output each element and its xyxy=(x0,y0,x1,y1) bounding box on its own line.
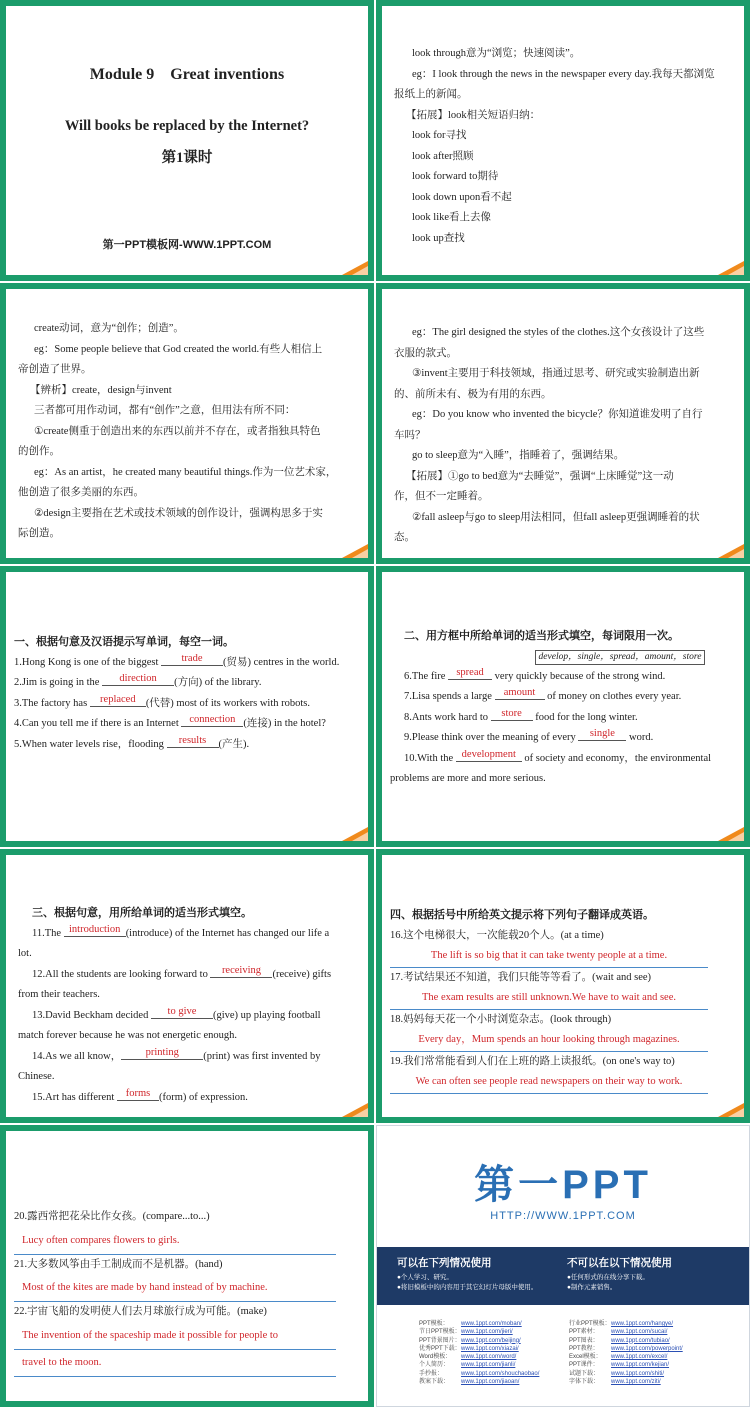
exercise-heading: 三、根据句意，用所给单词的适当形式填空。 xyxy=(32,907,252,919)
text-line: 作，但不一定睡着。 xyxy=(394,491,489,502)
site-label: 第一PPT模板网-WWW.1PPT.COM xyxy=(102,239,272,251)
answer-line: The exam results are still unknown.We have to wait and see. xyxy=(390,988,708,1010)
answer-blank: introduction xyxy=(64,923,126,937)
usage-panel xyxy=(377,1247,749,1305)
answer-blank: spread xyxy=(448,666,492,680)
text-line: look after照顾 xyxy=(412,150,474,162)
exercise-item: 3.The factory has replaced (代替) most of its workers with robots. xyxy=(14,693,311,709)
exercise-item-tail: from their teachers. xyxy=(18,989,100,1000)
exercise-item: 13.David Beckham decided to give (give) up playing football xyxy=(32,1005,321,1021)
answer-blank: store xyxy=(491,707,533,721)
link-row: PPT课件： www.1ppt.com/kejian/ xyxy=(569,1362,670,1369)
question: 19.我们常常能看到人们在上班的路上读报纸。(on one's way to) xyxy=(390,1055,675,1067)
link[interactable]: www.1ppt.com/word/ xyxy=(461,1354,517,1361)
exercise-item: 4.Can you tell me if there is an Internet connection (连接) in the hotel? xyxy=(14,714,326,729)
answer-blank: results xyxy=(167,734,219,748)
exercise-2 xyxy=(390,626,740,790)
exercise-4 xyxy=(390,905,740,1094)
exercise-item: 14.As we all know， printing (print) was first invented by xyxy=(32,1046,321,1062)
answer-line: The invention of the spaceship made it possible for people to xyxy=(14,1323,336,1350)
exercise-item-tail: Chinese. xyxy=(18,1071,55,1082)
link-row: 行业PPT模板：www.1ppt.com/hangye/ xyxy=(569,1321,674,1327)
text-line: 【辨析】create，design与invent xyxy=(30,384,172,396)
text-line: 报纸上的新闻。 xyxy=(394,89,468,100)
text-line: 他创造了很多美丽的东西。 xyxy=(18,487,144,498)
answer-blank: direction xyxy=(102,672,174,686)
link-row: 个人简历： www.1ppt.com/jianli/ xyxy=(419,1362,516,1369)
exercise-1 xyxy=(14,632,364,755)
text-line: eg：As an artist，he created many beautiful things.作为一位艺术家， xyxy=(34,466,337,478)
slide-8 xyxy=(376,849,750,1123)
text-line: eg：Some people believe that God created the world.有些人相信上 xyxy=(34,343,323,355)
corner-decoration-icon xyxy=(718,544,744,558)
link[interactable]: www.1ppt.com/jieri/ xyxy=(461,1329,513,1336)
exercise-item: 9.Please think over the meaning of every single word. xyxy=(404,728,654,743)
text-line: ②fall asleep与go to sleep用法相同，但fall asleep更强调睡着的状 xyxy=(412,511,700,523)
corner-decoration-icon xyxy=(718,261,744,275)
link[interactable]: www.1ppt.com/xiazai/ xyxy=(461,1345,519,1352)
lesson-number: 第1课时 xyxy=(161,150,213,166)
slide-1 xyxy=(0,0,374,281)
link[interactable]: www.1ppt.com/kejian/ xyxy=(611,1362,670,1369)
link[interactable]: www.1ppt.com/tubiao/ xyxy=(611,1337,670,1344)
link[interactable]: www.1ppt.com/ziti/ xyxy=(611,1379,661,1386)
answer-blank: replaced xyxy=(90,693,146,707)
exercise-item-tail: match forever because he was not energetic enough. xyxy=(18,1030,238,1041)
exercise-item: 6.The fire spread very quickly because of the strong wind. xyxy=(404,666,666,682)
text-line: 【拓展】①go to bed意为“去睡觉”，强调“上床睡觉”这一动 xyxy=(406,470,674,482)
text-line: look for寻找 xyxy=(412,130,467,141)
text-line: look forward to期待 xyxy=(412,171,499,182)
link-row: PPT素材： www.1ppt.com/sucai/ xyxy=(569,1329,668,1336)
word-box: develop，single，spread，amount，store xyxy=(535,650,706,665)
exercise-heading: 一、根据句意及汉语提示写单词，每空一词。 xyxy=(14,636,234,648)
exercise-item-tail: problems are more and more serious. xyxy=(390,773,546,784)
corner-decoration-icon xyxy=(342,1103,368,1117)
exercise-item: 1.Hong Kong is one of the biggest trade (贸易) centres in the world. xyxy=(14,652,340,668)
answer-blank: printing xyxy=(121,1046,203,1060)
link-row: 手抄报： www.1ppt.com/shouchaobao/ xyxy=(419,1370,540,1377)
link-row: 教案下载： www.1ppt.com/jiaoan/ xyxy=(419,1379,520,1386)
notes-text xyxy=(394,323,740,549)
link[interactable]: www.1ppt.com/excel/ xyxy=(611,1354,668,1361)
exercise-item: 15.Art has different forms (form) of expression. xyxy=(32,1087,248,1103)
answer-blank: connection xyxy=(181,713,243,727)
link-row: Excel模板： www.1ppt.com/excel/ xyxy=(569,1354,668,1361)
exercise-3 xyxy=(18,903,364,1108)
corner-decoration-icon xyxy=(342,261,368,275)
exercise-item-tail: lot. xyxy=(18,948,32,959)
text-line: 帝创造了世界。 xyxy=(18,364,92,375)
can-use-item: ●将旧模板中的内容用于其它幻灯片母版中使用。 xyxy=(397,1284,538,1291)
corner-decoration-icon xyxy=(342,544,368,558)
link[interactable]: www.1ppt.com/shiti/ xyxy=(611,1370,665,1377)
exercise-item: 7.Lisa spends a large amount of money on clothes every year. xyxy=(404,687,682,702)
corner-decoration-icon xyxy=(342,827,368,841)
notes-text xyxy=(18,319,362,545)
slide-3 xyxy=(0,283,374,564)
link-row: PPT教程： www.1ppt.com/powerpoint/ xyxy=(569,1345,683,1352)
slide-2 xyxy=(376,0,750,281)
can-use-title: 可以在下列情况使用 xyxy=(397,1257,492,1269)
answer-blank: receiving xyxy=(210,964,272,978)
link[interactable]: www.1ppt.com/jiaoan/ xyxy=(461,1379,520,1386)
question: 17.考试结果还不知道，我们只能等等看了。(wait and see) xyxy=(390,971,652,983)
link[interactable]: www.1ppt.com/powerpoint/ xyxy=(611,1345,683,1352)
exercise-heading: 四、根据括号中所给英文提示将下列句子翻译成英语。 xyxy=(390,909,654,921)
answer-blank: development xyxy=(456,748,522,762)
text-line: 的创作。 xyxy=(18,446,60,457)
text-line: 际创造。 xyxy=(18,528,60,539)
text-line: look through意为“浏览；快速阅读”。 xyxy=(412,48,581,59)
cannot-use-item: ●制作元素销售。 xyxy=(567,1284,617,1291)
question: 16.这个电梯很大，一次能载20个人。(at a time) xyxy=(390,929,604,941)
link-row: PPT图表： www.1ppt.com/tubiao/ xyxy=(569,1337,670,1344)
corner-decoration-icon xyxy=(718,827,744,841)
slide-10 xyxy=(376,1125,750,1407)
text-line: 三者都可用作动词，都有“创作”之意，但用法有所不同： xyxy=(34,405,296,416)
text-line: look like看上去像 xyxy=(412,212,492,223)
exercise-heading: 二、用方框中所给单词的适当形式填空，每词限用一次。 xyxy=(404,630,679,642)
text-line: create动词，意为“创作；创造”。 xyxy=(34,323,184,334)
exercise-item: 2.Jim is going in the direction (方向) of the library. xyxy=(14,673,262,688)
text-line: 【拓展】look相关短语归纳： xyxy=(406,109,541,121)
text-line: eg：The girl designed the styles of the clothes.这个女孩设计了这些 xyxy=(412,327,705,338)
corner-decoration-icon xyxy=(718,1103,744,1117)
exercise-item: 8.Ants work hard to store food for the long winter. xyxy=(404,707,638,723)
question: 21.大多数风筝由手工制成而不是机器。(hand) xyxy=(14,1258,223,1270)
exercise-item: 12.All the students are looking forward to receiving (receive) gifts xyxy=(32,964,332,980)
link[interactable]: www.1ppt.com/jianli/ xyxy=(461,1362,516,1369)
links-left xyxy=(419,1320,539,1386)
exercise-item: 10.With the development of society and economy，the environmental xyxy=(404,748,712,764)
link[interactable]: www.1ppt.com/shouchaobao/ xyxy=(461,1370,540,1377)
answer-line: Most of the kites are made by hand instead of by machine. xyxy=(14,1275,336,1302)
answer-line: The lift is so big that it can take twenty people at a time. xyxy=(390,946,708,968)
link[interactable]: www.1ppt.com/sucai/ xyxy=(611,1329,668,1336)
module-title: Module 9 Great inventions xyxy=(89,66,285,83)
link-row: 优秀PPT下载：www.1ppt.com/xiazai/ xyxy=(419,1345,519,1352)
link-row: PPT背景图片：www.1ppt.com/beijing/ xyxy=(419,1337,521,1344)
text-line: eg：I look through the news in the newspaper every day.我每天都浏览 xyxy=(412,68,715,80)
text-line: ①create侧重于创造出来的东西以前并不存在，或者指独具特色 xyxy=(34,425,321,437)
cannot-use-item: ●任何形式的在线分享下载。 xyxy=(567,1274,649,1281)
question: 18.妈妈每天花一个小时浏览杂志。(look through) xyxy=(390,1013,612,1025)
notes-text xyxy=(394,44,736,249)
link-row: Word模板： www.1ppt.com/word/ xyxy=(419,1354,517,1361)
exercise-item: 11.The introduction (introduce) of the Internet has changed our life a xyxy=(32,923,330,939)
link[interactable]: www.1ppt.com/moban/ xyxy=(461,1321,522,1327)
text-line: 衣服的款式。 xyxy=(394,347,457,359)
text-line: look down upon看不起 xyxy=(412,191,512,203)
text-line: 的、前所未有、极为有用的东西。 xyxy=(394,388,552,400)
can-use-item: ●个人学习、研究。 xyxy=(397,1274,453,1281)
exercise-4-continued xyxy=(14,1207,364,1377)
logo: 第一PPT xyxy=(474,1163,652,1207)
answer-blank: forms xyxy=(117,1087,159,1101)
link-row: 节日PPT模板：www.1ppt.com/jieri/ xyxy=(419,1329,513,1336)
answer-line: Lucy often compares flowers to girls. xyxy=(14,1228,336,1255)
answer-blank: amount xyxy=(495,686,545,700)
links-right xyxy=(569,1320,683,1386)
slide-5 xyxy=(0,566,374,847)
slide-7 xyxy=(0,849,374,1123)
link-row: 试题下载： www.1ppt.com/shiti/ xyxy=(569,1370,665,1377)
answer-blank: to give xyxy=(151,1005,213,1019)
link-row: 字体下载： www.1ppt.com/ziti/ xyxy=(569,1379,661,1386)
answer-blank: single xyxy=(578,727,626,741)
link[interactable]: www.1ppt.com/hangye/ xyxy=(611,1321,674,1327)
text-line: ③invent主要用于科技领域，指通过思考、研究或实验制造出新 xyxy=(412,368,700,379)
answer-line: We can often see people read newspapers on their way to work. xyxy=(390,1072,708,1094)
link-row: PPT模板： www.1ppt.com/moban/ xyxy=(419,1321,522,1327)
cannot-use-title: 不可以在以下情况使用 xyxy=(567,1257,672,1269)
answer-line: travel to the moon. xyxy=(14,1350,336,1377)
answer-line: Every day，Mum spends an hour looking through magazines. xyxy=(390,1030,708,1052)
exercise-item: 5.When water levels rise，flooding results (产生). xyxy=(14,734,250,750)
text-line: go to sleep意为“入睡”，指睡着了，强调结果。 xyxy=(412,450,625,461)
text-line: 车吗？ xyxy=(394,429,426,441)
slide-6 xyxy=(376,566,750,847)
text-line: 态。 xyxy=(394,532,415,543)
text-line: ②design主要指在艺术或技术领域的创作设计，强调构思多于实 xyxy=(34,507,323,519)
slide-9 xyxy=(0,1125,374,1407)
slide-4 xyxy=(376,283,750,564)
link[interactable]: www.1ppt.com/beijing/ xyxy=(461,1337,521,1344)
logo-url[interactable]: HTTP://WWW.1PPT.COM xyxy=(490,1210,636,1222)
text-line: look up查找 xyxy=(412,232,465,244)
text-line: eg：Do you know who invented the bicycle？你知道谁发明了自行 xyxy=(412,409,703,420)
question: 22.宇宙飞船的发明使人们去月球旅行成为可能。(make) xyxy=(14,1306,267,1317)
lesson-subtitle: Will books be replaced by the Internet? xyxy=(64,118,310,134)
answer-blank: trade xyxy=(161,652,223,666)
question: 20.露西常把花朵比作女孩。(compare...to...) xyxy=(14,1211,210,1222)
